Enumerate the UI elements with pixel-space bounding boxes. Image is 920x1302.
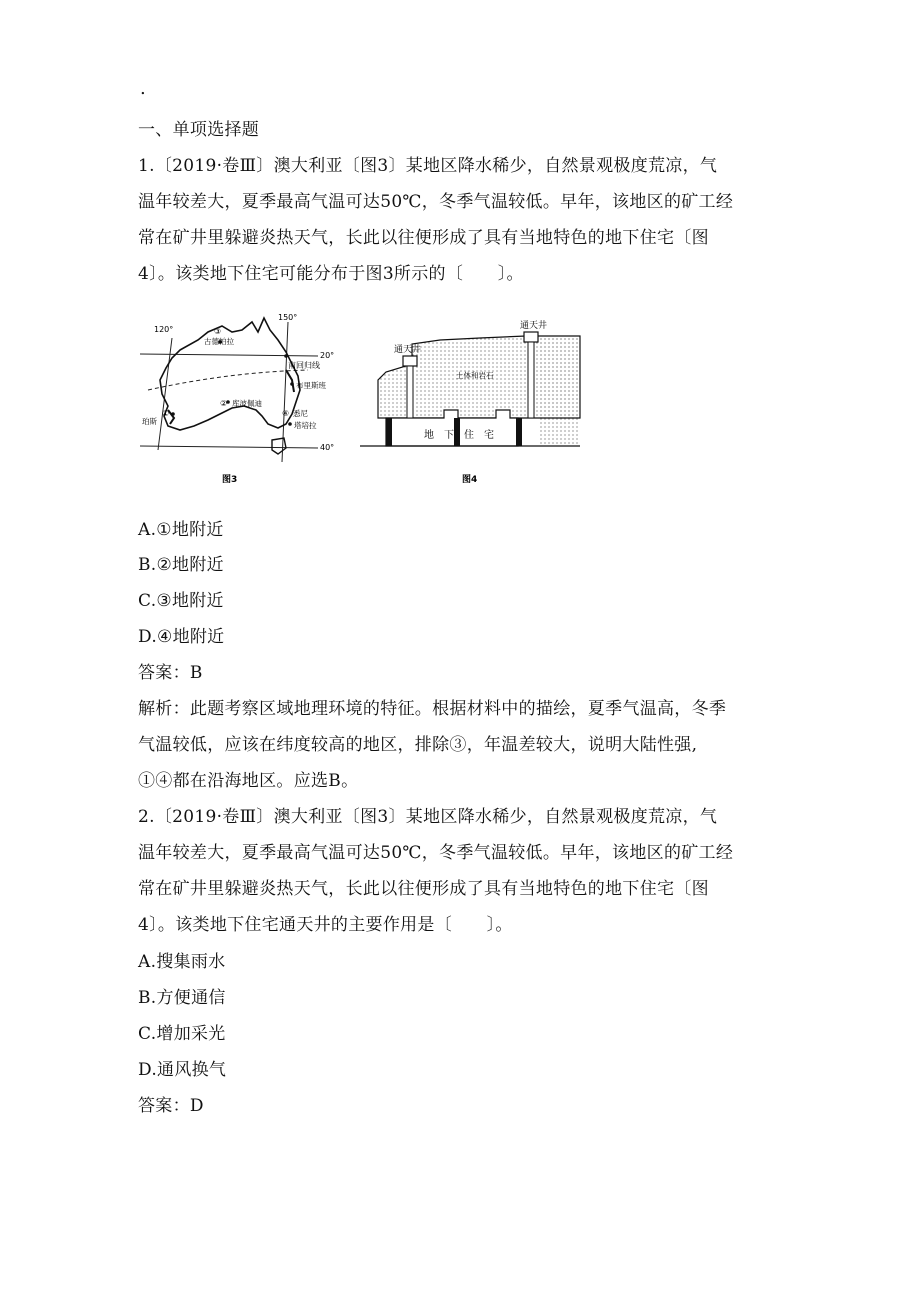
q1-line-2: 温年较差大，夏季最高气温可达50℃，冬季气温较低。早年，该地区的矿工经 (138, 192, 734, 212)
lon-150-label: 150° (278, 313, 298, 322)
q1-analysis-1: 解析：此题考察区域地理环境的特征。根据材料中的描绘，夏季气温高，冬季 (138, 699, 727, 719)
figures (140, 310, 600, 490)
marker-2: ② (220, 399, 228, 408)
place-perth: 珀斯 (142, 417, 157, 426)
q2-option-b: B.方便通信 (138, 988, 226, 1008)
q2-line-4: 4〕。该类地下住宅通天井的主要作用是〔 〕。 (138, 915, 513, 935)
q2-line-1: 2.〔2019·卷Ⅲ〕澳大利亚〔图3〕某地区降水稀少，自然景观极度荒凉，气 (138, 807, 718, 827)
section-title: 一、单项选择题 (138, 120, 260, 140)
q1-line-4: 4〕。该类地下住宅可能分布于图3所示的〔 〕。 (138, 264, 524, 284)
marker-1: ① (162, 409, 170, 418)
q1-analysis-2: 气温较低，应该在纬度较高的地区，排除③，年温差较大，说明大陆性强, (138, 735, 698, 755)
place-north: 古德帕拉 (204, 337, 234, 346)
lon-120-label: 120° (154, 325, 174, 334)
marker-3: ③ (214, 327, 222, 336)
q1-option-d: D.④地附近 (138, 627, 225, 647)
q1-option-a: A.①地附近 (138, 520, 224, 540)
q2-option-d: D.通风换气 (138, 1060, 227, 1080)
q1-line-1: 1.〔2019·卷Ⅲ〕澳大利亚〔图3〕某地区降水稀少，自然景观极度荒凉，气 (138, 156, 718, 176)
lat-20-label: 20° (320, 351, 335, 360)
q2-answer: 答案：D (138, 1096, 204, 1116)
q1-answer: 答案：B (138, 663, 203, 683)
rock-label: 土体和岩石 (456, 371, 494, 380)
place-sydney: 悉尼 (293, 409, 308, 418)
q1-option-b: B.②地附近 (138, 555, 224, 575)
figure-3-caption: 图3 (222, 475, 238, 485)
tropic-label: 南回归线 (288, 361, 320, 370)
q1-line-3: 常在矿井里躲避炎热天气，长此以往便形成了具有当地特色的地下住宅〔图 (138, 228, 709, 248)
q2-option-c: C.增加采光 (138, 1024, 226, 1044)
place-south: 塔培拉 (294, 421, 317, 430)
place-brisbane: 布里斯班 (296, 381, 326, 390)
q1-analysis-3: ①④都在沿海地区。应选B。 (138, 771, 359, 791)
shaft-right-label: 通天井 (520, 321, 548, 331)
q2-line-3: 常在矿井里躲避炎热天气，长此以往便形成了具有当地特色的地下住宅〔图 (138, 879, 709, 899)
place-coober-pedy: 库波佩迪 (232, 399, 262, 408)
shaft-left-label: 通天井 (394, 345, 422, 355)
page-dot: . (140, 78, 146, 99)
figure-3-map (140, 313, 334, 485)
q2-line-2: 温年较差大，夏季最高气温可达50℃，冬季气温较低。早年，该地区的矿工经 (138, 843, 734, 863)
figure-4-section (360, 319, 580, 485)
marker-4: ④ (282, 409, 290, 418)
figure-4-caption: 图4 (462, 475, 478, 485)
lat-40-label: 40° (320, 443, 335, 452)
q2-option-a: A.搜集雨水 (138, 952, 226, 972)
home-label: 地 下 住 宅 (424, 430, 494, 441)
q1-option-c: C.③地附近 (138, 591, 224, 611)
